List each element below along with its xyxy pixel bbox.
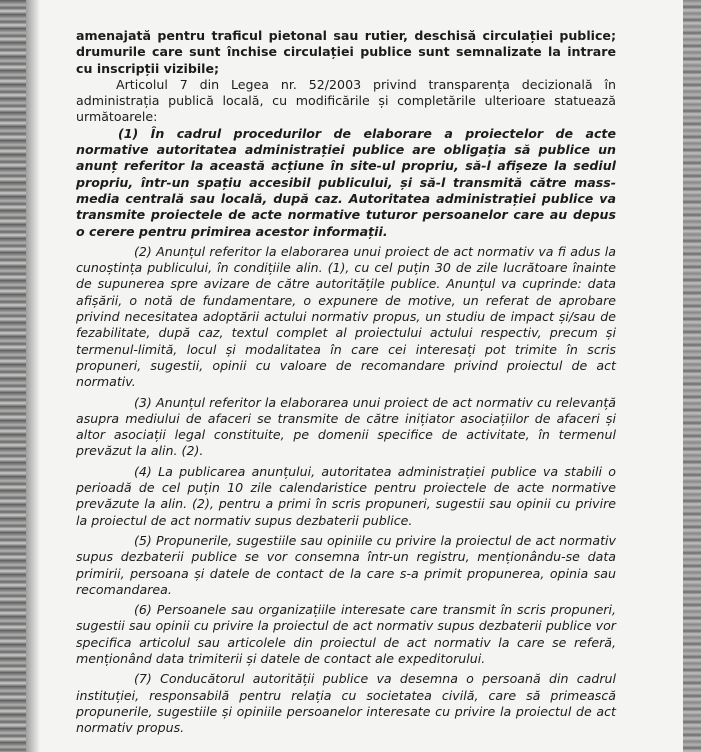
intro-paragraph: amenajată pentru traficul pietonal sau rutier, deschisă circulației publice; drumurile care sunt închise circulației publice sunt semnalizate la intrare cu inscripții vizibile;	[76, 28, 616, 76]
paragraph-2: (2) Anunțul referitor la elaborarea unui proiect de act normativ va fi adus la cunoștința publicului, în condițiile alin. (1), cu cel puțin 30 de zile lucrătoare înainte de supunerea spre avizare de către autoritățile publice. Anunțul va cuprinde: data afișării, o notă de fundamentare, o expunere de motive, un referat de aprobare privind necesitatea adoptării actului normativ propus, un studiu de impact și/sau de fezabilitate, după caz, textul complet al proiectului actului respectiv, precum și termenul-limită, locul și modalitatea în care cei interesați pot trimite în scris propuneri, sugestii, opinii cu valoare de recomandare privind proiectul de act normativ.	[76, 243, 616, 390]
paragraph-1: (1) În cadrul procedurilor de elaborare a proiectelor de acte normative autoritatea administrației publice are obligația să publice un anunț referitor la această acțiune în site-ul propriu, să-l afișeze la sediul propriu, într-un spațiu accesibil publicului, și să-l transmită către mass-media centrală sau locală, după caz. Autoritatea administrației publice va transmite proiectele de acte normative tuturor persoanelor care au depus o cerere pentru primirea acestor informații.	[76, 125, 616, 239]
paragraph-5: (5) Propunerile, sugestiile sau opiniile cu privire la proiectul de act normativ supus dezbaterii publice se vor consemna într-un registru, menționându-se data primirii, persoana și datele de contact de la care s-a primit propunerea, opinia sau recomandarea.	[76, 532, 616, 597]
paragraph-7: (7) Conducătorul autorității publice va desemna o persoană din cadrul instituției, responsabilă pentru relația cu societatea civilă, care să primească propunerile, sugestiile și opiniile persoanelor interesate cu privire la proiectul de act normativ propus.	[76, 671, 616, 736]
document-body	[76, 28, 616, 736]
scan-edge-left	[0, 0, 26, 752]
scan-shadow-left	[26, 0, 40, 752]
paragraph-3: (3) Anunțul referitor la elaborarea unui proiect de act normativ cu relevanță asupra mediului de afaceri se transmite de către inițiator asociațiilor de afaceri și altor asociații legal constituite, pe domenii specifice de activitate, în termenul prevăzut la alin. (2).	[76, 394, 616, 459]
article-intro: Articolul 7 din Legea nr. 52/2003 privind transparența decizională în administrația publică locală, cu modificările și completările ulterioare statuează următoarele:	[76, 76, 616, 125]
paragraph-4: (4) La publicarea anunțului, autoritatea administrației publice va stabili o perioadă de cel puțin 10 zile calendaristice pentru proiectele de acte normative prevăzute la alin. (2), pentru a primi în scris propuneri, sugestii sau opinii cu privire la proiectul de act normativ supus dezbaterii publice.	[76, 463, 616, 528]
scan-edge-right	[683, 0, 701, 752]
paragraph-6: (6) Persoanele sau organizațiile interesate care transmit în scris propuneri, sugestii sau opinii cu privire la proiectul de act normativ supus dezbaterii publice vor specifica articolul sau articolele din proiectul de act normativ la care se referă, menționând data trimiterii și datele de contact ale expeditorului.	[76, 602, 616, 666]
